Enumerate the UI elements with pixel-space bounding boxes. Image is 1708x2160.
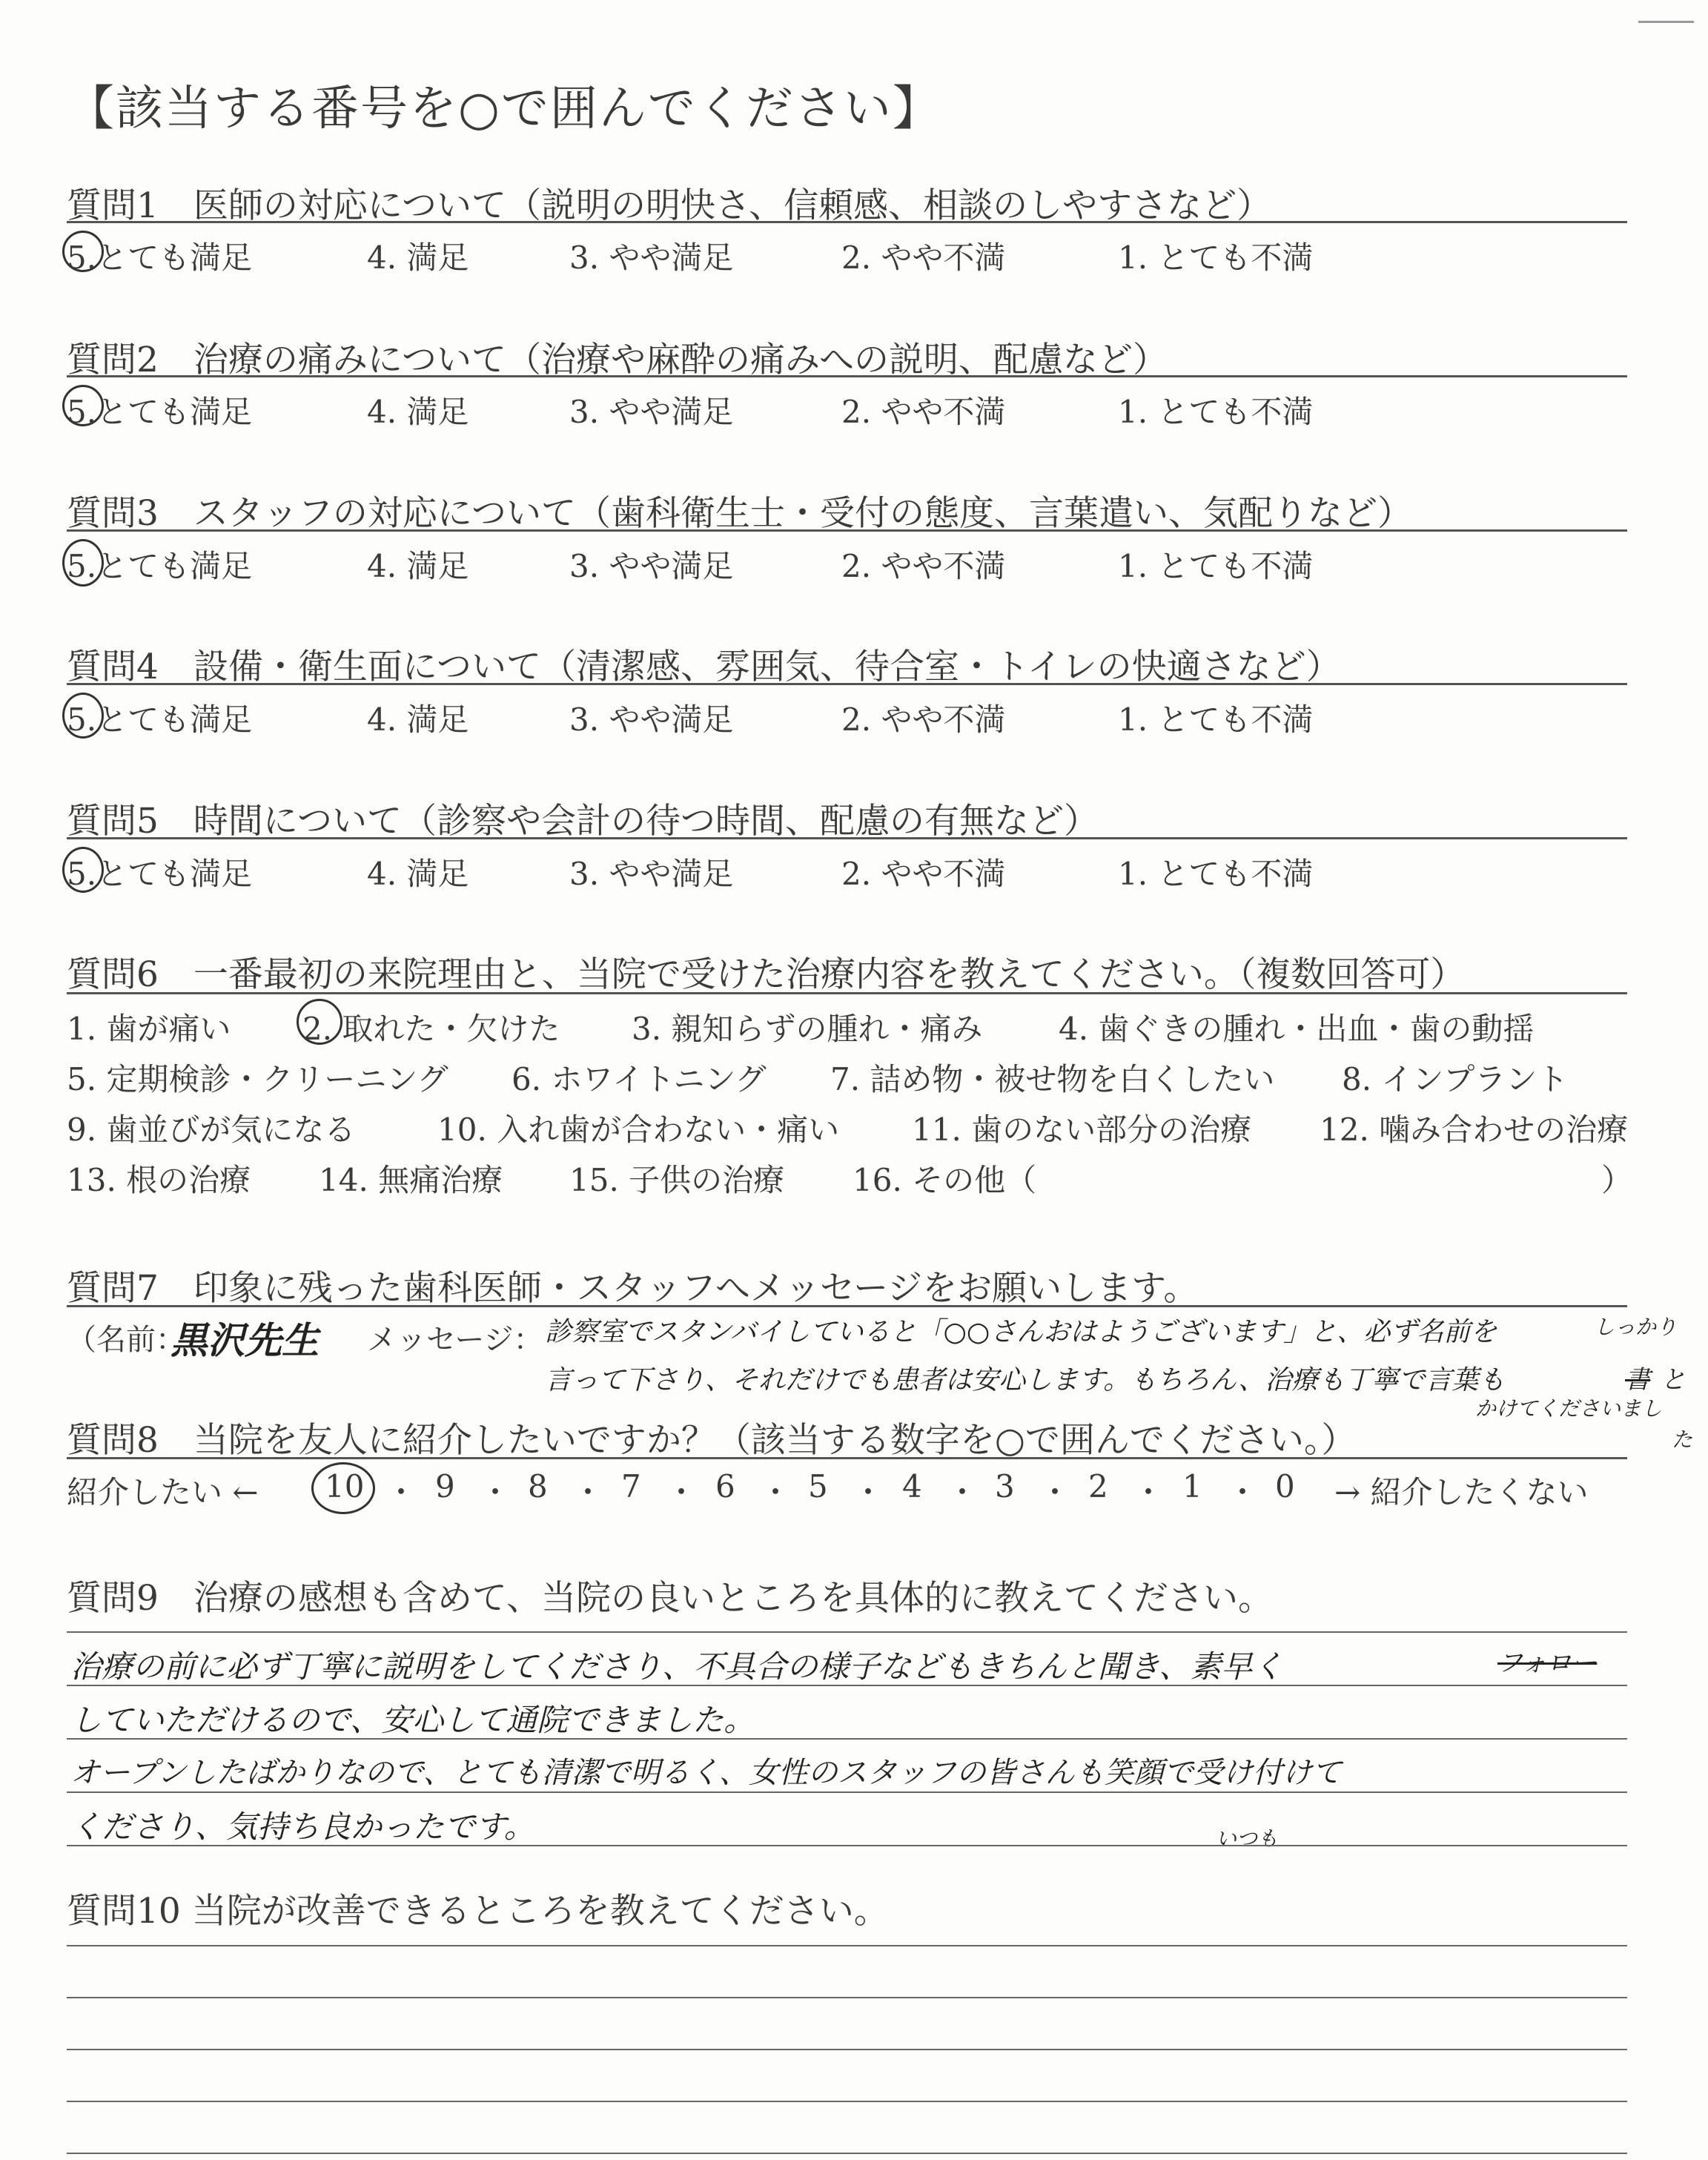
option-1[interactable]: 1. とても不満 xyxy=(1118,394,1314,430)
question-3-rule xyxy=(67,529,1627,532)
option-5[interactable]: 5.とても満足 xyxy=(67,856,253,892)
q7-message-line-1: 診察室でスタンバイしていると「○○さんおはようございます」と、必ず名前を xyxy=(545,1317,1497,1347)
q8-option-2[interactable]: 2 xyxy=(1088,1468,1108,1505)
question-4-heading: 質問4 設備・衛生面について（清潔感、雰囲気、待合室・トイレの快適さなど） xyxy=(67,647,1341,687)
q8-right-label: → 紹介したくない xyxy=(1334,1474,1589,1510)
writing-line xyxy=(67,1791,1627,1793)
option-2[interactable]: 2. やや不満 xyxy=(841,240,1006,276)
q8-separator: ・ xyxy=(1039,1474,1071,1510)
question-6-rule xyxy=(67,992,1627,994)
option-1[interactable]: 1. とても不満 xyxy=(1118,240,1314,276)
option-4[interactable]: 4. 満足 xyxy=(367,240,469,276)
q9-strike: フォロー xyxy=(1497,1648,1598,1678)
q7-message-label: メッセージ： xyxy=(367,1323,543,1357)
question-3-options xyxy=(67,542,1631,587)
q6-option-14[interactable]: 14. 無痛治療 xyxy=(319,1162,503,1198)
q8-option-9[interactable]: 9 xyxy=(435,1468,455,1505)
question-1-rule xyxy=(67,221,1627,223)
q9-answer-line-1: 治療の前に必ず丁寧に説明をしてくださり、不具合の様子などもきちんと聞き、素早く xyxy=(70,1648,1284,1685)
q8-separator: ・ xyxy=(1227,1474,1259,1510)
q7-message-line-2: 言って下さり、それだけでも患者は安心します。もちろん、治療も丁寧で言葉も xyxy=(545,1365,1506,1396)
option-2[interactable]: 2. やや不満 xyxy=(841,701,1006,738)
writing-line xyxy=(67,2101,1627,2102)
q6-close-paren: ） xyxy=(1601,1162,1633,1198)
question-1-options xyxy=(67,234,1631,278)
q7-message-line-4: た xyxy=(1672,1427,1693,1452)
question-9-heading: 質問9 治療の感想も含めて、当院の良いところを具体的に教えてください。 xyxy=(67,1578,1273,1619)
question-4-rule xyxy=(67,683,1627,685)
question-5-heading: 質問5 時間について（診察や会計の待つ時間、配慮の有無など） xyxy=(67,801,1099,842)
option-5[interactable]: 5.とても満足 xyxy=(67,394,253,430)
question-5-rule xyxy=(67,837,1627,839)
q8-option-8[interactable]: 8 xyxy=(528,1468,548,1505)
q8-separator: ・ xyxy=(1133,1474,1165,1510)
writing-line xyxy=(67,1685,1627,1686)
option-4[interactable]: 4. 満足 xyxy=(367,394,469,430)
q6-option-9[interactable]: 9. 歯並びが気になる xyxy=(67,1112,356,1148)
question-2-options xyxy=(67,388,1631,432)
option-1[interactable]: 1. とても不満 xyxy=(1118,856,1314,892)
option-4[interactable]: 4. 満足 xyxy=(367,548,469,584)
q8-separator: ・ xyxy=(853,1474,884,1510)
q6-option-3[interactable]: 3. 親知らずの腫れ・痛み xyxy=(632,1011,983,1047)
writing-line xyxy=(67,1997,1627,1998)
question-6-options xyxy=(67,1005,1638,1227)
q6-option-7[interactable]: 7. 詰め物・被せ物を白くしたい xyxy=(830,1061,1275,1097)
writing-line xyxy=(67,2049,1627,2050)
q8-separator: ・ xyxy=(760,1474,792,1510)
option-4[interactable]: 4. 満足 xyxy=(367,856,469,892)
q6-option-12[interactable]: 12. 噛み合わせの治療 xyxy=(1320,1112,1629,1148)
option-3[interactable]: 3. やや満足 xyxy=(569,394,734,430)
q6-option-5[interactable]: 5. 定期検診・クリーニング xyxy=(67,1061,448,1097)
writing-line xyxy=(67,1845,1627,1846)
option-3[interactable]: 3. やや満足 xyxy=(569,701,734,738)
writing-line xyxy=(67,1631,1627,1633)
q8-option-4[interactable]: 4 xyxy=(902,1468,922,1505)
q6-option-4[interactable]: 4. 歯ぐきの腫れ・出血・歯の動揺 xyxy=(1059,1011,1535,1047)
q9-insert: いつも xyxy=(1216,1826,1279,1851)
q8-option-10[interactable]: 10 xyxy=(325,1468,365,1505)
q8-option-6[interactable]: 6 xyxy=(715,1468,735,1505)
question-1-heading: 質問1 医師の対応について（説明の明快さ、信頼感、相談のしやすさなど） xyxy=(67,185,1272,226)
writing-line xyxy=(67,2153,1627,2154)
q6-option-8[interactable]: 8. インプラント xyxy=(1342,1061,1569,1097)
q8-left-label: 紹介したい ← xyxy=(67,1474,259,1510)
question-5-options xyxy=(67,850,1631,894)
q6-option-10[interactable]: 10. 入れ歯が合わない・痛い xyxy=(437,1112,840,1148)
question-7-rule xyxy=(67,1305,1627,1307)
option-5[interactable]: 5.とても満足 xyxy=(67,548,253,584)
q9-answer-line-4: くださり、気持ち良かったです。 xyxy=(70,1809,535,1845)
q6-option-6[interactable]: 6. ホワイトニング xyxy=(512,1061,767,1097)
question-7-heading: 質問7 印象に残った歯科医師・スタッフへメッセージをお願いします。 xyxy=(67,1268,1199,1309)
option-5[interactable]: 5.とても満足 xyxy=(67,701,253,738)
question-2-rule xyxy=(67,375,1627,377)
q6-option-1[interactable]: 1. 歯が痛い xyxy=(67,1011,231,1047)
q8-separator: ・ xyxy=(480,1474,512,1510)
q6-option-11[interactable]: 11. 歯のない部分の治療 xyxy=(912,1112,1252,1148)
q8-separator: ・ xyxy=(572,1474,604,1510)
q6-option-2[interactable]: 2. 取れた・欠けた xyxy=(302,1011,560,1047)
writing-line xyxy=(67,1945,1627,1946)
option-4[interactable]: 4. 満足 xyxy=(367,701,469,738)
q7-message-strike: 書 xyxy=(1625,1365,1650,1395)
q6-option-16[interactable]: 16. その他（ xyxy=(853,1162,1037,1198)
q7-message-aside: しっかり xyxy=(1594,1315,1678,1339)
q8-option-3[interactable]: 3 xyxy=(995,1468,1015,1505)
q9-answer-line-2: していただけるので、安心して通院できました。 xyxy=(70,1702,755,1738)
writing-line xyxy=(67,1738,1627,1740)
page-title: 【該当する番号を○で囲んでください】 xyxy=(67,82,941,136)
option-2[interactable]: 2. やや不満 xyxy=(841,394,1006,430)
q8-option-7[interactable]: 7 xyxy=(621,1468,641,1505)
q8-separator: ・ xyxy=(385,1474,417,1510)
q9-answer-line-3: オープンしたばかりなので、とても清潔で明るく、女性のスタッフの皆さんも笑顔で受け付けて xyxy=(70,1756,1342,1790)
option-2[interactable]: 2. やや不満 xyxy=(841,548,1006,584)
option-3[interactable]: 3. やや満足 xyxy=(569,240,734,276)
option-2[interactable]: 2. やや不満 xyxy=(841,856,1006,892)
question-10-heading: 質問10 当院が改善できるところを教えてください。 xyxy=(67,1891,889,1932)
question-3-heading: 質問3 スタッフの対応について（歯科衛生士・受付の態度、言葉遣い、気配りなど） xyxy=(67,493,1412,534)
q8-option-5[interactable]: 5 xyxy=(808,1468,828,1505)
q7-name-label: （名前： xyxy=(67,1323,185,1357)
q8-option-1[interactable]: 1 xyxy=(1182,1468,1202,1505)
question-2-heading: 質問2 治療の痛みについて（治療や麻酔の痛みへの説明、配慮など） xyxy=(67,340,1168,380)
q6-option-15[interactable]: 15. 子供の治療 xyxy=(569,1162,785,1198)
option-1[interactable]: 1. とても不満 xyxy=(1118,548,1314,584)
question-8-heading: 質問8 当院を友人に紹介したいですか？（該当する数字を○で囲んでください。） xyxy=(67,1420,1357,1461)
question-8-rule xyxy=(67,1457,1627,1459)
option-3[interactable]: 3. やや満足 xyxy=(569,856,734,892)
q8-option-0[interactable]: 0 xyxy=(1275,1468,1295,1505)
question-4-options xyxy=(67,696,1631,740)
q7-name-value: 黒沢先生 xyxy=(171,1319,319,1362)
q8-separator: ・ xyxy=(947,1474,979,1510)
q6-option-13[interactable]: 13. 根の治療 xyxy=(67,1162,251,1198)
q7-message-line-3: かけてくださいまし xyxy=(1475,1396,1663,1421)
q8-scale xyxy=(67,1468,1638,1520)
question-6-heading: 質問6 一番最初の来院理由と、当院で受けた治療内容を教えてください。（複数回答可） xyxy=(67,954,1466,995)
q7-message-tail: と xyxy=(1661,1365,1686,1395)
option-3[interactable]: 3. やや満足 xyxy=(569,548,734,584)
scan-mark xyxy=(1638,21,1694,23)
q8-separator: ・ xyxy=(666,1474,698,1510)
option-5[interactable]: 5.とても満足 xyxy=(67,240,253,276)
option-1[interactable]: 1. とても不満 xyxy=(1118,701,1314,738)
